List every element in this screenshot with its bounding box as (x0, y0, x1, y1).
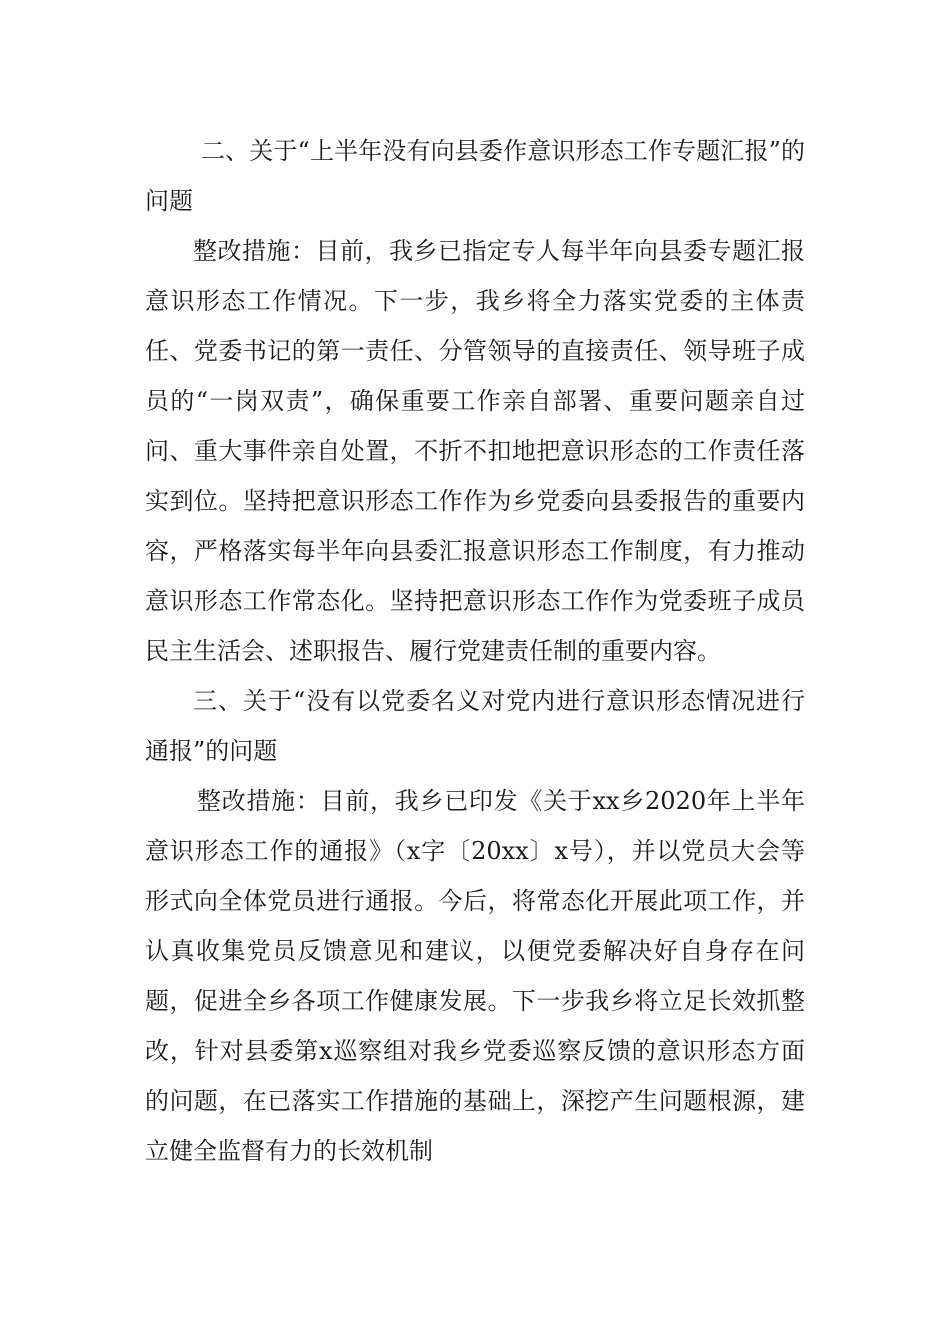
section-2-heading: 二、关于“上半年没有向县委作意识形态工作专题汇报”的问题 (145, 137, 805, 215)
document-body (145, 126, 805, 1176)
section-3-heading: 三、关于“没有以党委名义对党内进行意识形态情况进行通报”的问题 (145, 687, 805, 765)
section-3-measures: 整改措施：目前，我乡已印发《关于xx乡2020年上半年意识形态工作的通报》（x字〔20xx〕x号），并以党员大会等形式向全体党员进行通报。今后，将常态化开展此项工作，并认真收集党员反馈意见和建议，以便党委解决好自身存在问题，促进全乡各项工作健康发展。下一步我乡将立足长效抓整改，针对县委第x巡察组对我乡党委巡察反馈的意识形态方面的问题，在已落实工作措施的基础上，深挖产生问题根源，建立健全监督有力的长效机制 (145, 787, 805, 1165)
section-2-measures: 整改措施：目前，我乡已指定专人每半年向县委专题汇报意识形态工作情况。下一步，我乡将全力落实党委的主体责任、党委书记的第一责任、分管领导的直接责任、领导班子成员的“一岗双责”，确保重要工作亲自部署、重要问题亲自过问、重大事件亲自处置，不折不扣地把意识形态的工作责任落实到位。坚持把意识形态工作作为乡党委向县委报告的重要内容，严格落实每半年向县委汇报意识形态工作制度，有力推动意识形态工作常态化。坚持把意识形态工作作为党委班子成员民主生活会、述职报告、履行党建责任制的重要内容。 (145, 237, 805, 665)
